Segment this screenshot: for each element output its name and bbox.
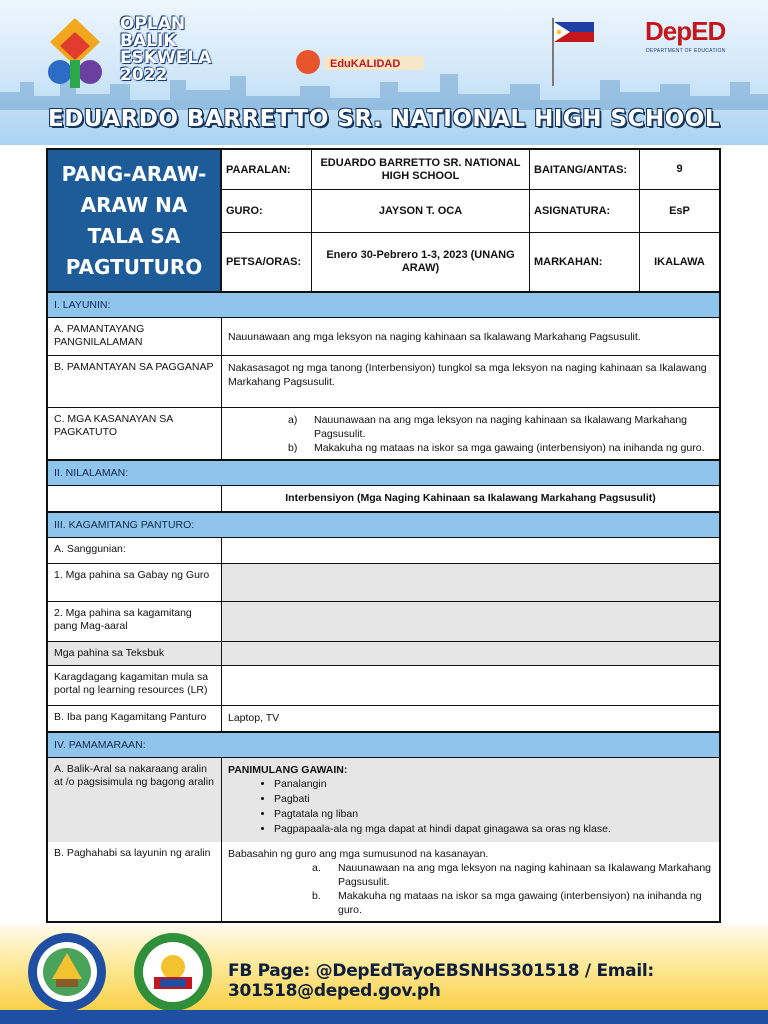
row-label-empty (48, 486, 222, 511)
row-gabay-ng-guro (48, 563, 719, 601)
footer-blue-band (0, 1010, 768, 1024)
section-kagamitang-panturo: III. KAGAMITANG PANTURO: (48, 511, 719, 537)
row-value: Nauunawaan ang mga leksyon na naging kahinaan sa Ikalawang Markahang Pagsusulit. (228, 331, 641, 343)
markahan-value: IKALAWA (654, 255, 705, 268)
row-pamantayang-pangnilalaman (48, 317, 719, 355)
list-text: Makakuha ng mataas na iskor sa mga gawaing (interbensiyon) na inihanda ng guro. (338, 890, 702, 916)
email-link[interactable]: Email: 301518@deped.gov.ph (228, 961, 654, 1001)
row-iba-pang-kagamitan (48, 705, 719, 731)
petsa-value: Enero 30-Pebrero 1-3, 2023 (UNANG ARAW) (312, 233, 530, 291)
markahan-label: MARKAHAN: (530, 233, 640, 291)
row-label: B. PAMANTAYAN SA PAGGANAP (48, 356, 222, 407)
guro-label: GURO: (222, 190, 312, 233)
oplan-balik-eskwela-icon (40, 14, 110, 94)
panimulang-gawain-heading: PANIMULANG GAWAIN: (228, 764, 348, 776)
list-text: Nauunawaan na ang mga leksyon na naging kahinaan sa Ikalawang Markahang Pagsusulit. (314, 414, 688, 440)
paaralan-label: PAARALAN: (222, 150, 312, 190)
list-marker: b) (288, 442, 298, 454)
edukalidad-text: EduKALIDAD (330, 58, 401, 70)
row-value (222, 758, 719, 842)
row-value (222, 408, 719, 460)
nilalaman-value: Interbensiyon (Mga Naging Kahinaan sa Ikalawang Markahang Pagsusulit) (285, 492, 656, 504)
footer-contact (228, 961, 768, 1001)
school-name-banner: EDUARDO BARRETTO SR. NATIONAL HIGH SCHOOL (48, 106, 720, 132)
deped-logo: DepED (645, 16, 726, 46)
list-item: • Panalangin (274, 777, 713, 792)
section-nilalaman: II. NILALAMAN: (48, 459, 719, 485)
row-label: Mga pahina sa Teksbuk (48, 642, 222, 665)
row-balik-aral (48, 757, 719, 841)
row-pamantayan-sa-pagganap (48, 355, 719, 407)
row-label: A. Sanggunian: (48, 538, 222, 563)
guro-value: JAYSON T. OCA (312, 190, 530, 233)
row-label: 2. Mga pahina sa kagamitang pang Mag-aaral (48, 602, 222, 641)
oplan-line-1: OPLAN (120, 14, 186, 34)
paaralan-value: EDUARDO BARRETTO SR. NATIONAL HIGH SCHOOL (312, 150, 530, 190)
list-text: Nauunawaan na ang mga leksyon na naging kahinaan sa Ikalawang Markahang Pagsusulit. (338, 862, 712, 888)
row-value (222, 642, 719, 665)
list-marker: b. (312, 890, 321, 902)
row-label: B. Iba pang Kagamitang Panturo (48, 706, 222, 731)
row-sanggunian (48, 537, 719, 563)
section-layunin: I. LAYUNIN: (48, 291, 719, 317)
document-title: PANG-ARAW-ARAW NA TALA SA PAGTUTURO (48, 150, 222, 291)
panimulang-gawain-list (228, 777, 713, 837)
lesson-log-table (46, 148, 721, 923)
philippine-flag-icon (548, 16, 598, 86)
school-seal-icon (26, 931, 108, 1013)
row-learning-resources (48, 665, 719, 705)
baitang-value: 9 (640, 150, 719, 190)
row-value: Laptop, TV (228, 712, 280, 724)
footer-separator: / (584, 961, 591, 981)
asignatura-value: EsP (640, 190, 719, 233)
row-value (222, 842, 719, 922)
row-kagamitang-mag-aaral (48, 601, 719, 641)
row-value: Nakasasagot ng mga tanong (Interbensiyon) tungkol sa mga leksyon na naging kahinaan sa Ikalawang Markahang Pagsusulit. (228, 362, 707, 388)
oplan-line-4: 2022 (120, 65, 168, 85)
list-item: • Pagbati (274, 792, 713, 807)
list-item: • Pagpapaala-ala ng mga dapat at hindi dapat ginagawa sa oras ng klase. (274, 822, 713, 837)
row-label: Karagdagang kagamitan mula sa portal ng learning resources (LR) (48, 666, 222, 705)
row-label: 1. Mga pahina sa Gabay ng Guro (48, 564, 222, 601)
list-marker: a. (312, 862, 321, 874)
paghahabi-list (228, 861, 713, 917)
edukalidad-logo (292, 42, 432, 82)
row-value (222, 564, 719, 601)
section-pamamaraan: IV. PAMAMARAAN: (48, 731, 719, 757)
list-item (312, 889, 713, 917)
fb-page-link[interactable]: FB Page: @DepEdTayoEBSNHS301518 (228, 961, 580, 981)
row-label: A. PAMANTAYANG PANGNILALAMAN (48, 318, 222, 355)
asignatura-label: ASIGNATURA: (530, 190, 640, 233)
list-marker: a) (288, 414, 298, 426)
row-label: A. Balik-Aral sa nakaraang aralin at /o pagsisimula ng bagong aralin (48, 758, 222, 842)
baitang-label: BAITANG/ANTAS: (530, 150, 640, 190)
petsa-label: PETSA/ORAS: (222, 233, 312, 291)
list-item (312, 861, 713, 889)
row-value (222, 666, 719, 705)
row-value (222, 538, 719, 563)
row-nilalaman (48, 485, 719, 511)
deped-subtitle: DEPARTMENT OF EDUCATION (646, 48, 726, 54)
row-teksbuk (48, 641, 719, 665)
list-text: Makakuha ng mataas na iskor sa mga gawaing (interbensiyon) na inihanda ng guro. (314, 442, 705, 454)
row-value (222, 602, 719, 641)
oplan-balik-eskwela-logo-text (120, 16, 211, 84)
row-paghahabi (48, 841, 719, 921)
header-info-grid (48, 150, 719, 291)
division-seal-icon (132, 931, 214, 1013)
footer-banner (0, 925, 768, 1024)
list-item: • Pagtatala ng liban (274, 807, 713, 822)
row-label: B. Paghahabi sa layunin ng aralin (48, 842, 222, 922)
row-kasanayan-sa-pagkatuto (48, 407, 719, 459)
list-item (288, 413, 713, 441)
paghahabi-intro: Babasahin ng guro ang mga sumusunod na kasanayan. (228, 848, 489, 860)
header-banner (0, 0, 768, 145)
kasanayan-list (228, 413, 713, 455)
list-item (288, 441, 713, 455)
oplan-line-2: BALIK (120, 31, 177, 51)
row-label: C. MGA KASANAYAN SA PAGKATUTO (48, 408, 222, 460)
oplan-line-3: ESKWELA (120, 48, 212, 68)
